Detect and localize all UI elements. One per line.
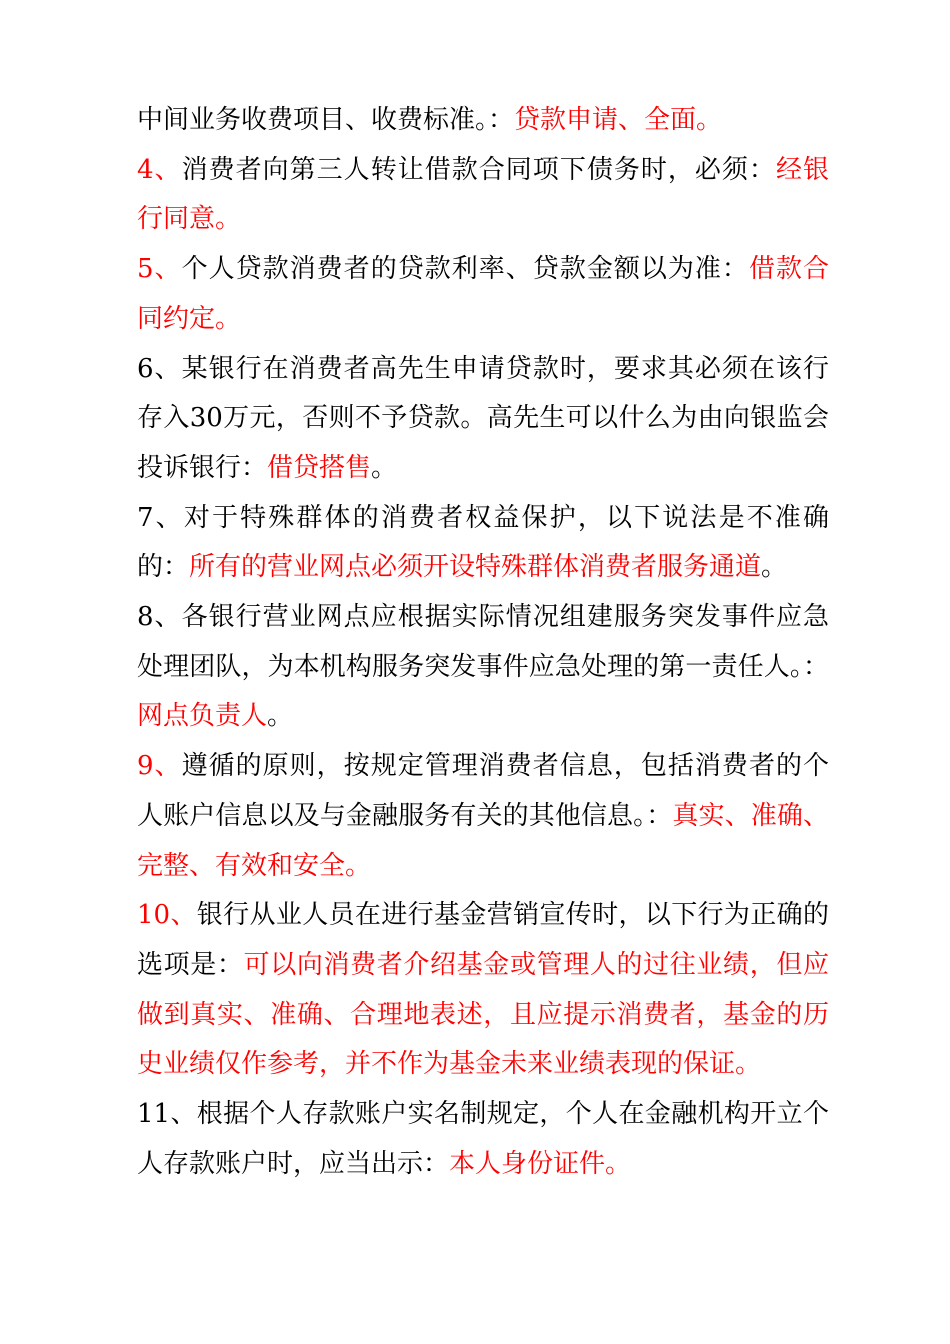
question-text: 银行从业人员在进行基金营销宣传时，以下行为正确的选项是： xyxy=(137,900,829,980)
question-text: 中间业务收费项目、收费标准。： xyxy=(137,105,515,135)
answer-text: 真实、准确、完整、有效和安全。 xyxy=(137,800,829,881)
answer-text: 所有的营业网点必须开设特殊群体消费者服务通道 xyxy=(189,552,762,583)
question-text: 8、各银行营业网点应根据实际情况组建服务突发事件应急处理团队，为本机构服务突发事件应急处理的第一责任人。： xyxy=(137,602,829,682)
answer-text: 贷款申请、全面。 xyxy=(514,105,723,135)
trailing-punctuation: 。 xyxy=(267,701,294,732)
answer-text: 网点负责人 xyxy=(137,701,268,732)
question-number: 10、 xyxy=(137,900,197,931)
question-number: 5、 xyxy=(137,254,182,285)
trailing-punctuation: 。 xyxy=(761,552,788,583)
question-text: 6、某银行在消费者高先生申请贷款时，要求其必须在该行存入30万元，否则不予贷款。高先生可以什么为由向银监会投诉银行： xyxy=(137,353,829,483)
question-text: 7、对于特殊群体的消费者权益保护，以下说法是不准确的： xyxy=(137,502,829,583)
question-5 xyxy=(137,245,829,344)
question-7 xyxy=(137,494,829,593)
trailing-punctuation: 。 xyxy=(371,452,398,483)
question-text: 消费者向第三人转让借款合同项下债务时，必须： xyxy=(181,154,776,185)
answer-text: 借贷搭售 xyxy=(267,452,372,483)
question-10 xyxy=(137,891,829,1090)
question-6 xyxy=(137,345,829,494)
answer-text: 借款合同约定。 xyxy=(137,254,829,334)
paragraph-continuation xyxy=(137,96,829,146)
answer-text: 经银行同意。 xyxy=(137,154,829,235)
question-text: 遵循的原则，按规定管理消费者信息，包括消费者的个人账户信息以及与金融服务有关的其他信息。： xyxy=(137,751,829,831)
question-number: 4、 xyxy=(137,154,182,185)
question-11 xyxy=(137,1090,829,1189)
question-text: 11、根据个人存款账户实名制规定，个人在金融机构开立个人存款账户时，应当出示： xyxy=(137,1099,829,1179)
answer-text: 本人身份证件。 xyxy=(449,1148,632,1179)
answer-text: 可以向消费者介绍基金或管理人的过往业绩，但应做到真实、准确、合理地表述，且应提示消费者，基金的历史业绩仅作参考，并不作为基金未来业绩表现的保证。 xyxy=(137,949,829,1080)
document-body xyxy=(137,96,829,1189)
question-8 xyxy=(137,593,829,742)
question-number: 9、 xyxy=(137,751,182,782)
question-9 xyxy=(137,742,829,891)
question-4 xyxy=(137,146,829,245)
question-text: 个人贷款消费者的贷款利率、贷款金额以为准： xyxy=(181,254,749,285)
